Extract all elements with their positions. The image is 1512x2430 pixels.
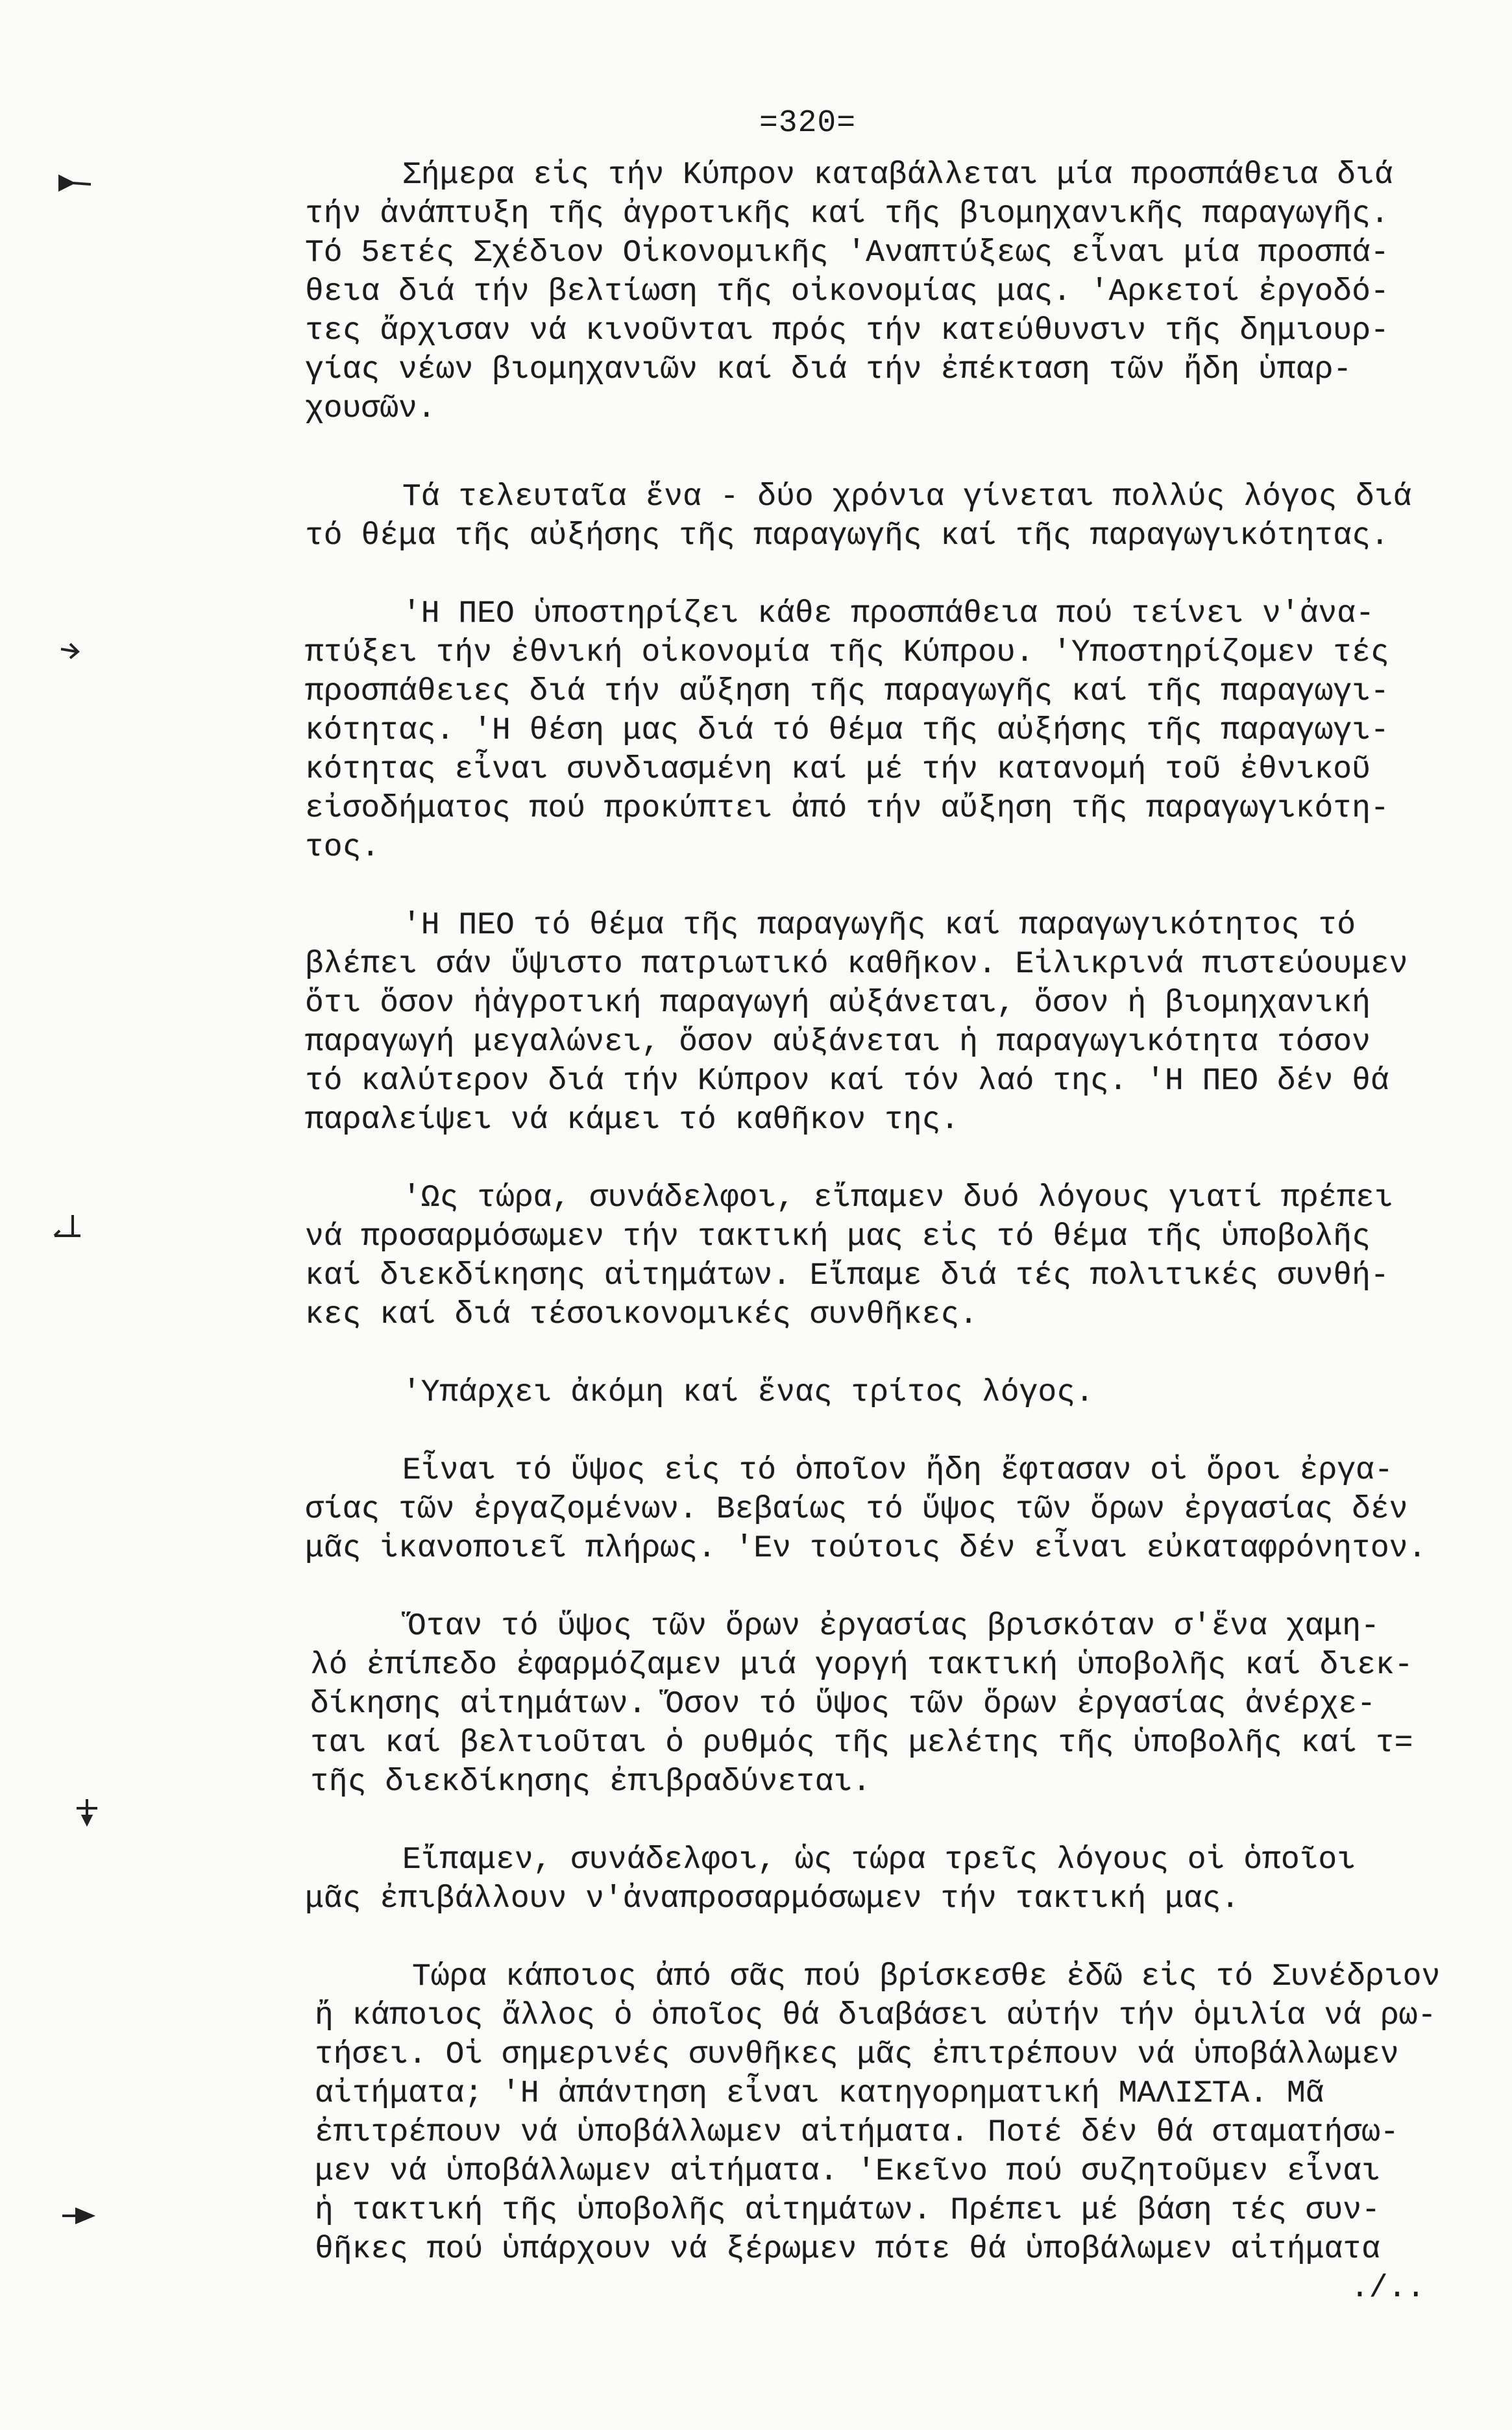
margin-hook-mark bbox=[55, 1215, 80, 1236]
paragraph bbox=[305, 156, 1499, 428]
text-line: Τά τελευταῖα ἕνα - δύο χρόνια γίνεται πολλύς λόγος διά bbox=[402, 480, 1412, 515]
text-line: κότητας. 'Η θέση μας διά τό θέμα τῆς αὐξήσης τῆς παραγωγι- bbox=[305, 713, 1389, 748]
text-line: παραγωγή μεγαλώνει, ὅσον αὐξάνεται ἡ παραγωγικότητα τόσον bbox=[305, 1025, 1371, 1060]
text-line: τό καλύτερον διά τήν Κύπρον καί τόν λαό της. 'Η ΠΕΟ δέν θά bbox=[305, 1064, 1389, 1099]
text-line: γίας νέων βιομηχανιῶν καί διά τήν ἐπέκταση τῶν ἤδη ὑπαρ- bbox=[305, 352, 1352, 387]
text-line: κότητας εἶναι συνδιασμένη καί μέ τήν κατανομή τοῦ ἐθνικοῦ bbox=[305, 752, 1371, 787]
paragraph bbox=[305, 478, 1499, 556]
text-line: 'Η ΠΕΟ τό θέμα τῆς παραγωγῆς καί παραγωγικότητος τό bbox=[402, 908, 1356, 943]
text-line: τες ἄρχισαν νά κινοῦνται πρός τήν κατεύθυνσιν τῆς δημιουρ- bbox=[305, 313, 1389, 349]
paragraph bbox=[305, 1373, 1499, 1412]
paragraph bbox=[305, 906, 1499, 1140]
text-line: καί διεκδίκησης αἰτημάτων. Εἴπαμε διά τές πολιτικές συνθή- bbox=[305, 1258, 1389, 1294]
paragraph bbox=[305, 595, 1499, 867]
text-line: τῆς διεκδίκησης ἐπιβραδύνεται. bbox=[310, 1765, 872, 1800]
margin-marks bbox=[0, 0, 130, 2430]
text-line: Ὅταν τό ὕψος τῶν ὅρων ἐργασίας βρισκόταν σ'ἕνα χαμη- bbox=[408, 1609, 1380, 1644]
text-line: δίκησης αἰτημάτων. Ὅσον τό ὕψος τῶν ὅρων ἐργασίας ἀνέρχε- bbox=[310, 1687, 1376, 1722]
text-line: ἡ τακτική τῆς ὑποβολῆς αἰτημάτων. Πρέπει μέ βάση τές συν- bbox=[315, 2193, 1380, 2228]
text-line: βλέπει σάν ὕψιστο πατριωτικό καθῆκον. Εἰλικρινά πιστεύουμεν bbox=[305, 947, 1408, 982]
text-line: τήν ἀνάπτυξη τῆς ἀγροτικῆς καί τῆς βιομηχανικῆς παραγωγῆς. bbox=[305, 197, 1389, 232]
text-line: Εἴπαμεν, συνάδελφοι, ὡς τώρα τρεῖς λόγους οἱ ὁποῖοι bbox=[402, 1843, 1356, 1878]
text-line: χουσῶν. bbox=[305, 391, 436, 426]
text-line: τήσει. Οἱ σημερινές συνθῆκες μᾶς ἐπιτρέπουν νά ὑποβάλλωμεν bbox=[315, 2037, 1399, 2072]
text-line: Τώρα κάποιος ἀπό σᾶς πού βρίσκεσθε ἐδῶ εἰς τό Συνέδριον bbox=[412, 1959, 1441, 1994]
text-line: Σήμερα εἰς τήν Κύπρον καταβάλλεται μία προσπάθεια διά bbox=[402, 158, 1393, 193]
paragraph bbox=[305, 1451, 1499, 1568]
text-line: πτύξει τήν ἐθνική οἰκονομία τῆς Κύπρου. 'Υποστηρίζομεν τές bbox=[305, 635, 1389, 670]
text-line: θῆκες πού ὑπάρχουν νά ξέρωμεν πότε θά ὑποβάλωμεν αἰτήματα bbox=[315, 2232, 1380, 2267]
text-line: ται καί βελτιοῦται ὁ ρυθμός τῆς μελέτης τῆς ὑποβολῆς καί τ= bbox=[310, 1726, 1413, 1761]
continuation-mark: ./.. bbox=[1350, 2271, 1426, 2306]
text-line: σίας τῶν ἐργαζομένων. Βεβαίως τό ὕψος τῶν ὅρων ἐργασίας δέν bbox=[305, 1492, 1408, 1527]
text-line: τος. bbox=[305, 830, 380, 865]
text-line: εἰσοδήματος πού προκύπτει ἀπό τήν αὔξηση τῆς παραγωγικότη- bbox=[305, 791, 1389, 826]
text-line: τό θέμα τῆς αὐξήσης τῆς παραγωγῆς καί τῆς παραγωγικότητας. bbox=[305, 519, 1389, 554]
text-line: νά προσαρμόσωμεν τήν τακτική μας εἰς τό θέμα τῆς ὑποβολῆς bbox=[305, 1220, 1371, 1255]
text-line: Εἶναι τό ὕψος εἰς τό ὁποῖον ἤδη ἔφτασαν οἱ ὅροι ἐργα- bbox=[402, 1453, 1393, 1488]
text-line: αἰτήματα; 'Η ἀπάντηση εἶναι κατηγορηματική ΜΑΛΙΣΤΑ. Μᾶ bbox=[315, 2076, 1324, 2111]
paragraph bbox=[315, 1958, 1499, 2308]
paragraph bbox=[305, 1179, 1499, 1334]
margin-arrow-mark bbox=[60, 177, 91, 190]
page-number: =320= bbox=[759, 106, 857, 141]
text-line: λό ἐπίπεδο ἐφαρμόζαμεν μιά γοργή τακτική ὑποβολῆς καί διεκ- bbox=[310, 1648, 1413, 1683]
text-line: προσπάθειες διά τήν αὔξηση τῆς παραγωγῆς καί τῆς παραγωγι- bbox=[305, 674, 1389, 709]
text-line: παραλείψει νά κάμει τό καθῆκον της. bbox=[305, 1103, 960, 1138]
text-line: 'Υπάρχει ἀκόμη καί ἕνας τρίτος λόγος. bbox=[402, 1375, 1094, 1410]
text-line: ἐπιτρέπουν νά ὑποβάλλωμεν αἰτήματα. Ποτέ δέν θά σταματήσω- bbox=[315, 2115, 1399, 2150]
text-line: ὅτι ὅσον ἡἀγροτική παραγωγή αὐξάνεται, ὅσον ἡ βιομηχανική bbox=[305, 986, 1371, 1021]
text-line: μᾶς ἱκανοποιεῖ πλήρως. 'Εν τούτοις δέν εἶναι εὐκαταφρόνητον. bbox=[305, 1531, 1427, 1566]
text-line: κες καί διά τέσοικονομικές συνθῆκες. bbox=[305, 1297, 978, 1332]
document-body bbox=[305, 156, 1499, 2308]
text-line: μεν νά ὑποβάλλωμεν αἰτήματα. 'Εκεῖνο πού συζητοῦμεν εἶναι bbox=[315, 2154, 1380, 2189]
text-line: μᾶς ἐπιβάλλουν ν'ἀναπροσαρμόσωμεν τήν τακτική μας. bbox=[305, 1882, 1240, 1917]
paragraph bbox=[305, 1841, 1499, 1919]
text-line: θεια διά τήν βελτίωση τῆς οἰκονομίας μας. 'Αρκετοί ἐργοδό- bbox=[305, 275, 1389, 310]
margin-arrow-mark bbox=[62, 2209, 92, 2222]
margin-cross-mark bbox=[77, 1799, 97, 1824]
text-line: Τό 5ετές Σχέδιον Οἰκονομικῆς 'Αναπτύξεως εἶναι μία προσπά- bbox=[305, 236, 1389, 271]
margin-arrow-mark bbox=[61, 644, 78, 658]
text-line: 'Ως τώρα, συνάδελφοι, εἴπαμεν δυό λόγους γιατί πρέπει bbox=[402, 1181, 1393, 1216]
text-line: 'Η ΠΕΟ ὑποστηρίζει κάθε προσπάθεια πού τείνει ν'ἀνα- bbox=[402, 596, 1374, 632]
paragraph bbox=[310, 1607, 1499, 1802]
text-line: ἤ κάποιος ἄλλος ὁ ὁποῖος θά διαβάσει αὐτήν τήν ὁμιλία νά ρω- bbox=[315, 1998, 1437, 2033]
